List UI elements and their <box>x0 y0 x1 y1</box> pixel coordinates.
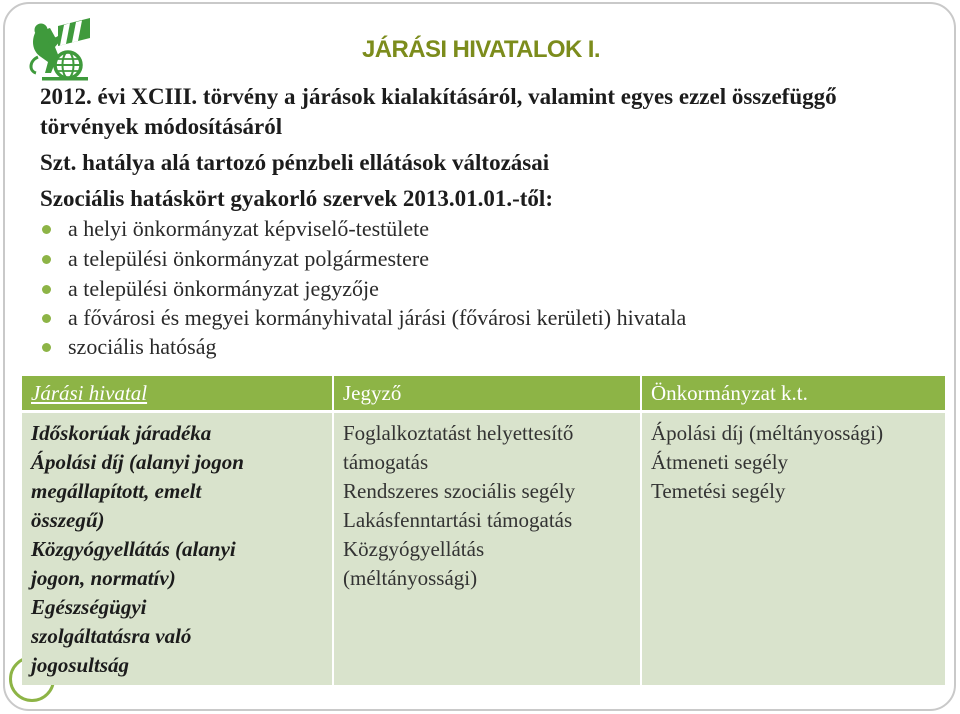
table-cell-line: Foglalkoztatást helyettesítő <box>343 421 574 445</box>
table-cell-line: Temetési segély <box>651 479 786 503</box>
bullet-item: a települési önkormányzat jegyzője <box>68 276 379 301</box>
table-header-label: Jegyző <box>343 381 402 405</box>
table-cell-onkormanyzat <box>642 413 945 685</box>
table-cell-line: Ápolási díj (méltányossági) <box>651 421 884 445</box>
table-cell-line: összegű) <box>31 508 105 532</box>
scope-heading: Szt. hatálya alá tartozó pénzbeli ellátások változásai <box>40 150 550 175</box>
table-cell-line: támogatás <box>343 450 429 474</box>
table-cell-line: jogon, normatív) <box>31 566 176 590</box>
bullet-item: szociális hatóság <box>68 334 217 359</box>
table-header-onkormanyzat <box>642 376 945 410</box>
table-cell-line: Lakásfenntartási támogatás <box>343 508 573 532</box>
table-cell-line: Időskorúak járadéka <box>31 421 212 445</box>
table-cell-line: Átmeneti segély <box>651 450 789 474</box>
table-cell-line: Ápolási díj (alanyi jogon <box>31 450 244 474</box>
law-title-line-1: 2012. évi XCIII. törvény a járások kialakításáról, valamint egyes ezzel összefüggő <box>40 84 837 109</box>
table-header-jegyzo <box>334 376 640 410</box>
table-cell-line: jogosultság <box>31 653 130 677</box>
table-header-jarasi-hivatal <box>22 376 332 410</box>
organs-heading: Szociális hatáskört gyakorló szervek 2013.01.01.-től: <box>40 186 553 211</box>
bullet-item: a helyi önkormányzat képviselő-testülete <box>68 216 430 241</box>
table-cell-jarasi-hivatal <box>22 413 332 685</box>
bullet-dot <box>42 285 51 294</box>
table-header-label: Önkormányzat k.t. <box>651 381 808 405</box>
bullet-dot <box>42 225 51 234</box>
slide-title: JÁRÁSI HIVATALOK I. <box>362 36 600 63</box>
table-cell-line: Közgyógyellátás <box>343 537 485 561</box>
table-header-label: Járási hivatal <box>31 381 148 405</box>
table-cell-line: Egészségügyi <box>31 595 147 619</box>
table-cell-line: szolgáltatásra való <box>31 624 192 648</box>
table-cell-line: megállapított, emelt <box>31 479 202 503</box>
bullet-dot <box>42 255 51 264</box>
bullet-item: a fővárosi és megyei kormányhivatal járási (fővárosi kerületi) hivatala <box>68 305 687 330</box>
table-cell-line: (méltányossági) <box>343 566 478 590</box>
law-title-line-2: törvények módosításáról <box>40 114 283 139</box>
bullet-dot <box>42 314 51 323</box>
bullet-item: a települési önkormányzat polgármestere <box>68 246 430 271</box>
table-cell-line: Közgyógyellátás (alanyi <box>31 537 236 561</box>
table-cell-jegyzo <box>334 413 640 685</box>
lion-globe-emblem-icon <box>26 16 94 82</box>
bullet-dot <box>42 343 51 352</box>
table-cell-line: Rendszeres szociális segély <box>343 479 576 503</box>
